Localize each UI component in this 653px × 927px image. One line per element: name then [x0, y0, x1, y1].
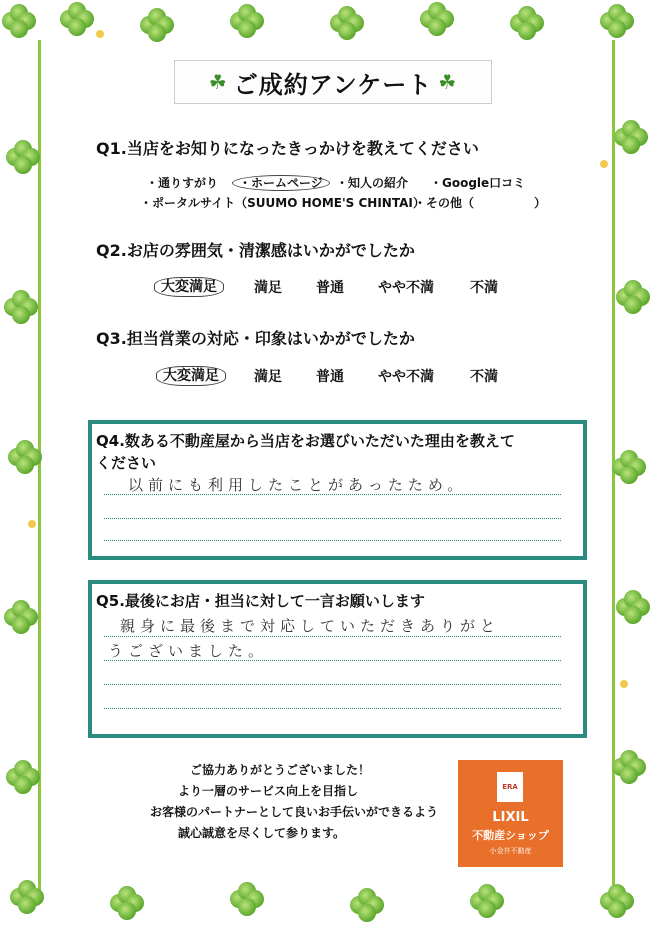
q5-handwritten-answer-line1: 親身に最後まで対応していただきありがと [120, 617, 501, 635]
clover-icon [4, 600, 38, 634]
clover-icon [510, 6, 544, 40]
q2-option-selected[interactable] [154, 276, 224, 296]
q1-option[interactable]: ・Google口コミ [430, 176, 526, 190]
q5-question: Q5.最後にお店・担当に対して一言お願いします [96, 592, 425, 610]
selected-marker: 大変満足 [154, 277, 224, 297]
thanks-line: より一層のサービス向上を目指し [178, 784, 359, 798]
clover-icon [6, 140, 40, 174]
clover-icon [350, 888, 384, 922]
clover-icon [612, 750, 646, 784]
branch-name: 小金井不動産 [489, 847, 532, 855]
q2-question: Q2.お店の雰囲気・清潔感はいかがでしたか [96, 241, 415, 260]
q3-option[interactable]: 普通 [316, 369, 344, 385]
clover-icon [616, 280, 650, 314]
clover-icon [330, 6, 364, 40]
selected-marker: 大変満足 [156, 366, 226, 386]
clover-icon [60, 2, 94, 36]
clover-icon [8, 440, 42, 474]
clover-icon [4, 290, 38, 324]
thanks-line: 誠心誠意を尽くして参ります。 [178, 826, 346, 840]
q2-option[interactable]: 普通 [316, 280, 344, 296]
clover-icon [110, 886, 144, 920]
title-text: ご成約アンケート [233, 70, 433, 99]
brand-name: LIXIL [492, 810, 529, 825]
q5-handwritten-answer-line2: うございました。 [108, 642, 269, 660]
q2-option[interactable]: 満足 [254, 280, 282, 296]
clover-icon [420, 2, 454, 36]
clover-icon [600, 4, 634, 38]
answer-line [104, 708, 561, 709]
q4-question-line1: Q4.数ある不動産屋から当店をお選びいただいた理由を教えて [96, 432, 515, 450]
clover-icon [616, 590, 650, 624]
q1-option[interactable]: ・知人の紹介 [336, 176, 409, 190]
q3-option-selected[interactable] [156, 365, 226, 385]
clover-icon [230, 4, 264, 38]
clover-icon [6, 760, 40, 794]
answer-line [104, 684, 561, 685]
answer-line [104, 518, 561, 519]
company-logo [458, 760, 563, 867]
q1-option[interactable]: ・その他（ ） [414, 196, 547, 210]
yellow-dot [96, 30, 104, 38]
clover-icon [612, 450, 646, 484]
era-logo: ERA [497, 772, 523, 802]
answer-line [104, 636, 561, 637]
q3-question: Q3.担当営業の対応・印象はいかがでしたか [96, 329, 415, 348]
yellow-dot [28, 520, 36, 528]
shop-name: 不動産ショップ [472, 829, 549, 842]
selected-marker: ・ホームページ [232, 175, 330, 191]
q4-question-line2: ください [96, 454, 157, 472]
q3-option[interactable]: 満足 [254, 369, 282, 385]
q2-option[interactable]: やや不満 [378, 280, 434, 296]
answer-line [104, 660, 561, 661]
thank-you-message [150, 760, 439, 844]
answer-line [104, 540, 561, 541]
clover-icon [470, 884, 504, 918]
q2-option[interactable]: 不満 [470, 280, 498, 296]
shamrock-icon: ☘ [208, 70, 228, 94]
answer-line [104, 494, 561, 495]
q1-option-selected[interactable] [232, 174, 330, 191]
clover-icon [140, 8, 174, 42]
shamrock-icon: ☘ [438, 70, 458, 94]
clover-icon [600, 884, 634, 918]
yellow-dot [600, 160, 608, 168]
q1-option[interactable]: ・通りすがり [146, 176, 219, 190]
q1-question: Q1.当店をお知りになったきっかけを教えてください [96, 139, 479, 158]
page-title [174, 60, 492, 104]
q1-option[interactable]: ・ポータルサイト（SUUMO HOME'S CHINTAI） [140, 196, 425, 210]
q3-option[interactable]: やや不満 [378, 369, 434, 385]
clover-icon [2, 4, 36, 38]
clover-icon [230, 882, 264, 916]
clover-icon [10, 880, 44, 914]
q3-option[interactable]: 不満 [470, 369, 498, 385]
thanks-line: お客様のパートナーとして良いお手伝いができるよう [150, 805, 439, 819]
thanks-line: ご協力ありがとうございました！ [190, 763, 371, 777]
clover-icon [614, 120, 648, 154]
q4-handwritten-answer: 以前にも利用したことがあったため。 [128, 476, 468, 494]
yellow-dot [620, 680, 628, 688]
